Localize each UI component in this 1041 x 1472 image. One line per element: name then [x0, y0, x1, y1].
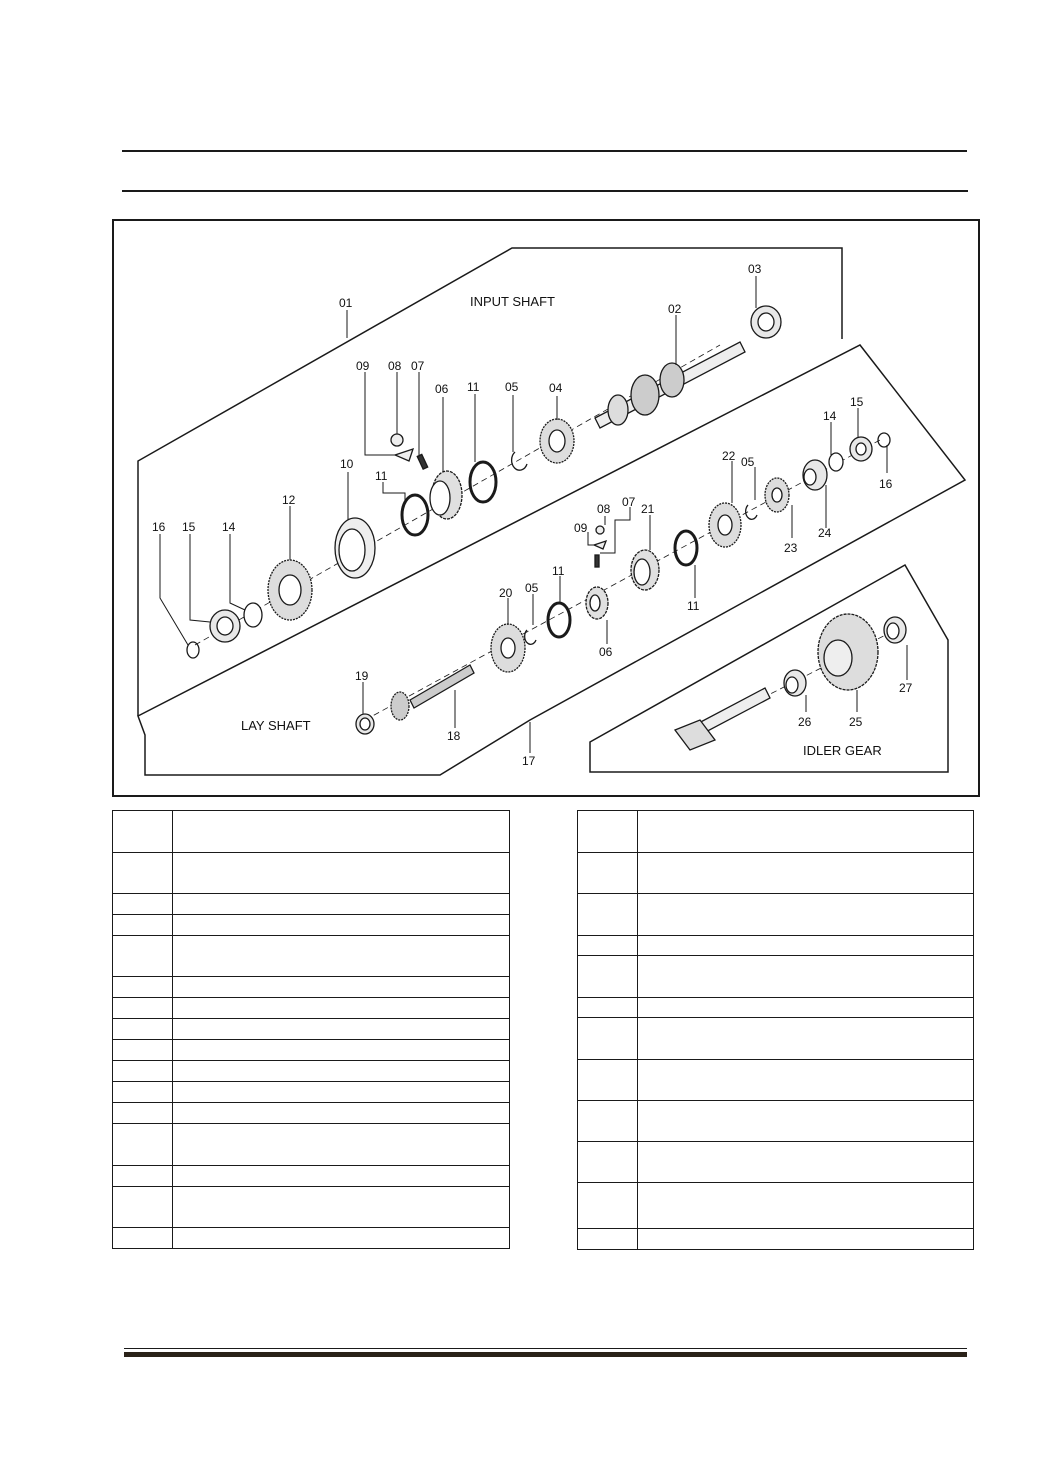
- exploded-view-diagram: [114, 221, 978, 795]
- table-row: [113, 1187, 510, 1228]
- table-row: [113, 1166, 510, 1187]
- idler-gear-25: [818, 614, 878, 690]
- part-number-cell: [113, 1019, 173, 1040]
- callout-05-input: 05: [505, 380, 519, 394]
- part-description-cell: [173, 853, 510, 894]
- part-description-cell: [638, 1060, 974, 1101]
- exploded-view-figure: [112, 219, 980, 797]
- parts-table-left: [112, 810, 510, 1249]
- bush-27: [884, 617, 906, 643]
- callout-18: 18: [447, 729, 461, 743]
- part-description-cell: [173, 1082, 510, 1103]
- callout-15-input: 15: [182, 520, 196, 534]
- part-description-cell: [173, 1228, 510, 1249]
- idler-gear-panel: [590, 565, 948, 772]
- synchro-ring-11d: [548, 603, 570, 637]
- callout-26: 26: [798, 715, 812, 729]
- part-number-cell: [578, 811, 638, 853]
- callout-08-input: 08: [388, 359, 402, 373]
- lay-shaft-body: [410, 665, 474, 708]
- callout-14-input: 14: [222, 520, 236, 534]
- circlip-16b: [878, 433, 890, 447]
- washer-14b: [829, 453, 843, 471]
- table-row: [578, 811, 974, 853]
- table-row: [113, 915, 510, 936]
- bearing-03: [751, 306, 781, 338]
- callout-25: 25: [849, 715, 863, 729]
- part-description-cell: [638, 1142, 974, 1183]
- table-row: [113, 1103, 510, 1124]
- part-number-cell: [113, 1166, 173, 1187]
- callout-20: 20: [499, 586, 513, 600]
- callout-02: 02: [668, 302, 682, 316]
- part-number-cell: [113, 915, 173, 936]
- footer-rule-thick: [124, 1352, 967, 1357]
- table-row: [578, 956, 974, 998]
- table-row: [113, 1228, 510, 1249]
- callout-05-lay-a: 05: [741, 455, 755, 469]
- part-number-cell: [113, 1103, 173, 1124]
- part-number-cell: [113, 977, 173, 998]
- part-number-cell: [113, 853, 173, 894]
- input-shaft-panel: [138, 248, 842, 716]
- table-row: [113, 894, 510, 915]
- part-number-cell: [578, 956, 638, 998]
- callout-11-lay-b: 11: [552, 564, 565, 578]
- callout-16-lay: 16: [879, 477, 893, 491]
- header-rule-bottom: [122, 190, 968, 192]
- input-shaft-gears: [608, 363, 684, 425]
- circlip-05: [512, 452, 527, 470]
- part-description-cell: [173, 894, 510, 915]
- bearing-15b: [850, 437, 872, 461]
- part-number-cell: [113, 1040, 173, 1061]
- callout-27: 27: [899, 681, 913, 695]
- synchro-ring-11b: [402, 495, 428, 535]
- part-description-cell: [638, 956, 974, 998]
- table-row: [578, 998, 974, 1018]
- part-description-cell: [173, 936, 510, 977]
- part-number-cell: [578, 1183, 638, 1229]
- callout-16-input: 16: [152, 520, 166, 534]
- part-number-cell: [578, 853, 638, 894]
- key-09b: [594, 541, 606, 549]
- key-09: [395, 449, 413, 461]
- callout-21: 21: [641, 502, 655, 516]
- table-row: [578, 1018, 974, 1060]
- callout-15-lay: 15: [850, 395, 864, 409]
- callout-05-lay-b: 05: [525, 581, 539, 595]
- part-description-cell: [638, 853, 974, 894]
- parts-table-right: [577, 810, 974, 1250]
- table-row: [113, 1124, 510, 1166]
- table-row: [113, 977, 510, 998]
- callout-10: 10: [340, 457, 354, 471]
- part-description-cell: [638, 894, 974, 936]
- hub-06b: [586, 587, 608, 619]
- callout-08-lay: 08: [597, 502, 611, 516]
- part-description-cell: [173, 1040, 510, 1061]
- ball-08: [391, 434, 403, 446]
- gear-04: [540, 419, 574, 463]
- part-number-cell: [578, 936, 638, 956]
- table-row: [578, 1183, 974, 1229]
- part-number-cell: [578, 1101, 638, 1142]
- circlip-16: [187, 642, 199, 658]
- table-row: [113, 998, 510, 1019]
- part-description-cell: [638, 811, 974, 853]
- gear-22: [709, 503, 741, 547]
- part-description-cell: [173, 1166, 510, 1187]
- bearing-15: [210, 610, 240, 642]
- synchro-ring-11c: [675, 531, 697, 565]
- section-title-lay-shaft: LAY SHAFT: [241, 718, 311, 733]
- sleeve-21: [631, 550, 659, 590]
- part-number-cell: [578, 998, 638, 1018]
- callout-11-lay-a: 11: [687, 599, 700, 613]
- callout-22: 22: [722, 449, 736, 463]
- header-rule-top: [122, 150, 967, 152]
- callout-09-lay: 09: [574, 521, 588, 535]
- callout-11-input-b: 11: [375, 469, 388, 483]
- callout-19: 19: [355, 669, 369, 683]
- washer-14: [244, 603, 262, 627]
- bearing-19: [356, 714, 374, 734]
- part-description-cell: [638, 998, 974, 1018]
- part-number-cell: [113, 894, 173, 915]
- table-row: [578, 1101, 974, 1142]
- part-number-cell: [113, 811, 173, 853]
- callout-06-lay: 06: [599, 645, 613, 659]
- part-description-cell: [638, 1101, 974, 1142]
- part-number-cell: [578, 1060, 638, 1101]
- spring-07b: [595, 555, 599, 567]
- part-description-cell: [173, 1187, 510, 1228]
- table-row: [578, 1229, 974, 1250]
- table-row: [578, 853, 974, 894]
- lay-shaft-gear: [391, 692, 409, 720]
- part-number-cell: [578, 894, 638, 936]
- part-number-cell: [113, 1082, 173, 1103]
- callout-24: 24: [818, 526, 832, 540]
- part-description-cell: [638, 936, 974, 956]
- part-description-cell: [173, 1061, 510, 1082]
- hub-06: [430, 471, 462, 519]
- table-row: [578, 894, 974, 936]
- callout-11-input-a: 11: [467, 380, 480, 394]
- part-description-cell: [638, 1229, 974, 1250]
- callout-04: 04: [549, 381, 563, 395]
- callout-14-lay: 14: [823, 409, 837, 423]
- part-description-cell: [638, 1018, 974, 1060]
- table-row: [113, 1019, 510, 1040]
- callout-12: 12: [282, 493, 296, 507]
- callout-09-input: 09: [356, 359, 370, 373]
- table-row: [113, 1061, 510, 1082]
- synchro-ring-11: [470, 462, 496, 502]
- part-number-cell: [578, 1142, 638, 1183]
- gear-20: [491, 624, 525, 672]
- part-description-cell: [173, 811, 510, 853]
- bush-24: [803, 460, 827, 490]
- table-row: [113, 1040, 510, 1061]
- table-row: [113, 1082, 510, 1103]
- table-row: [113, 853, 510, 894]
- part-number-cell: [113, 936, 173, 977]
- table-row: [113, 936, 510, 977]
- part-number-cell: [578, 1018, 638, 1060]
- part-description-cell: [173, 1124, 510, 1166]
- part-description-cell: [173, 915, 510, 936]
- callout-17: 17: [522, 754, 536, 768]
- part-number-cell: [113, 1187, 173, 1228]
- table-row: [578, 1142, 974, 1183]
- part-number-cell: [113, 1061, 173, 1082]
- part-number-cell: [113, 1228, 173, 1249]
- callout-07-lay: 07: [622, 495, 636, 509]
- part-description-cell: [173, 1019, 510, 1040]
- lay-shaft-panel: [138, 345, 965, 775]
- part-description-cell: [173, 1103, 510, 1124]
- bearing-26: [784, 670, 806, 696]
- part-description-cell: [173, 977, 510, 998]
- callout-03: 03: [748, 262, 762, 276]
- section-title-idler-gear: IDLER GEAR: [803, 743, 882, 758]
- gear-23: [765, 478, 789, 512]
- table-row: [113, 811, 510, 853]
- gear-12: [268, 560, 312, 620]
- sleeve-10: [335, 518, 375, 578]
- part-number-cell: [113, 1124, 173, 1166]
- part-number-cell: [578, 1229, 638, 1250]
- table-row: [578, 936, 974, 956]
- callout-23: 23: [784, 541, 798, 555]
- part-number-cell: [113, 998, 173, 1019]
- spring-07: [417, 454, 427, 469]
- part-description-cell: [638, 1183, 974, 1229]
- table-row: [578, 1060, 974, 1101]
- ball-08b: [596, 526, 604, 534]
- section-title-input-shaft: INPUT SHAFT: [470, 294, 555, 309]
- part-description-cell: [173, 998, 510, 1019]
- callout-01: 01: [339, 296, 353, 310]
- callout-06-input: 06: [435, 382, 449, 396]
- footer-rule-thin: [124, 1348, 967, 1349]
- callout-07-input: 07: [411, 359, 425, 373]
